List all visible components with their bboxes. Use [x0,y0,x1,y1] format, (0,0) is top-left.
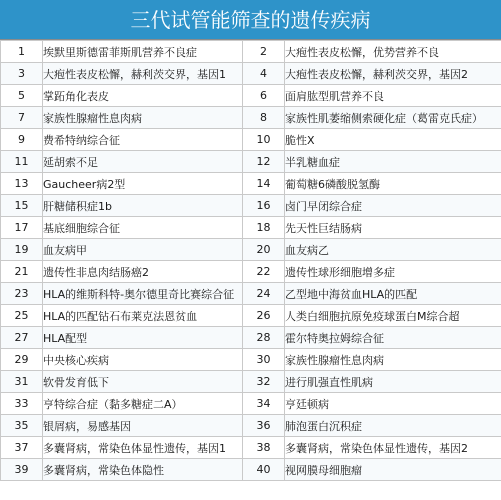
disease-name: 多囊肾病，常染色体显性遗传，基因1 [43,437,243,459]
disease-name: 大疱性表皮松懈，赫利茨交界，基因1 [43,63,243,85]
disease-name: 人类白细胞抗原免疫球蛋白M综合超 [285,305,501,327]
table-row [1,371,501,393]
disease-name: 基底细胞综合征 [43,217,243,239]
disease-table [0,40,501,481]
disease-name: 葡萄糖6磷酸脱氢酶 [285,173,501,195]
table-row [1,437,501,459]
row-number: 24 [243,283,285,305]
disease-name: 多囊肾病，常染色体显性遗传，基因2 [285,437,501,459]
row-number: 33 [1,393,43,415]
disease-name: 大疱性表皮松懈，优势营养不良 [285,41,501,63]
table-row [1,151,501,173]
disease-name: 血友病甲 [43,239,243,261]
row-number: 27 [1,327,43,349]
row-number: 40 [243,459,285,481]
table-row [1,173,501,195]
row-number: 35 [1,415,43,437]
row-number: 16 [243,195,285,217]
disease-name: Gaucheer病2型 [43,173,243,195]
disease-name: 亨廷顿病 [285,393,501,415]
disease-name: HLA的匹配钻石布莱克法恩贫血 [43,305,243,327]
disease-name: 肺泡蛋白沉积症 [285,415,501,437]
table-row [1,261,501,283]
table-title: 三代试管能筛查的遗传疾病 [0,0,501,40]
disease-name: 亨特综合症（黏多糖症二A） [43,393,243,415]
table-row [1,239,501,261]
row-number: 2 [243,41,285,63]
row-number: 13 [1,173,43,195]
row-number: 30 [243,349,285,371]
row-number: 36 [243,415,285,437]
disease-name: HLA的维斯科特-奥尔德里奇比赛综合征 [43,283,243,305]
table-row [1,107,501,129]
row-number: 31 [1,371,43,393]
disease-name: 多囊肾病，常染色体隐性 [43,459,243,481]
disease-name: 费希特纳综合征 [43,129,243,151]
row-number: 17 [1,217,43,239]
table-row [1,283,501,305]
row-number: 5 [1,85,43,107]
row-number: 6 [243,85,285,107]
row-number: 21 [1,261,43,283]
table-row [1,393,501,415]
disease-name: HLA配型 [43,327,243,349]
row-number: 18 [243,217,285,239]
disease-name: 血友病乙 [285,239,501,261]
table-row [1,349,501,371]
disease-name: 半乳糖血症 [285,151,501,173]
table-row [1,63,501,85]
row-number: 14 [243,173,285,195]
row-number: 34 [243,393,285,415]
disease-name: 家族性腺瘤性息肉病 [285,349,501,371]
row-number: 26 [243,305,285,327]
disease-name: 面肩肱型肌营养不良 [285,85,501,107]
disease-name: 卤门早闭综合症 [285,195,501,217]
table-row [1,415,501,437]
table-row [1,327,501,349]
disease-name: 软骨发育低下 [43,371,243,393]
row-number: 7 [1,107,43,129]
row-number: 9 [1,129,43,151]
row-number: 38 [243,437,285,459]
disease-name: 掌跖角化表皮 [43,85,243,107]
row-number: 28 [243,327,285,349]
table-row [1,459,501,481]
disease-name: 埃默里斯德雷菲斯肌营养不良症 [43,41,243,63]
disease-name: 大疱性表皮松懈，赫利茨交界，基因2 [285,63,501,85]
row-number: 23 [1,283,43,305]
disease-name: 中央核心疾病 [43,349,243,371]
row-number: 1 [1,41,43,63]
table-row [1,305,501,327]
table-row [1,217,501,239]
disease-name: 肝糖储积症1b [43,195,243,217]
row-number: 12 [243,151,285,173]
disease-name: 银屑病，易感基因 [43,415,243,437]
disease-name: 视网膜母细胞瘤 [285,459,501,481]
disease-name: 家族性腺瘤性息肉病 [43,107,243,129]
disease-name: 延胡索不足 [43,151,243,173]
table-row [1,129,501,151]
row-number: 32 [243,371,285,393]
row-number: 15 [1,195,43,217]
disease-name: 乙型地中海贫血HLA的匹配 [285,283,501,305]
row-number: 29 [1,349,43,371]
row-number: 20 [243,239,285,261]
row-number: 39 [1,459,43,481]
disease-name: 遗传性非息肉结肠癌2 [43,261,243,283]
table-row [1,85,501,107]
row-number: 10 [243,129,285,151]
row-number: 8 [243,107,285,129]
disease-name: 先天性巨结肠病 [285,217,501,239]
row-number: 11 [1,151,43,173]
table-row [1,41,501,63]
disease-name: 霍尔特奥拉姆综合征 [285,327,501,349]
row-number: 22 [243,261,285,283]
row-number: 4 [243,63,285,85]
disease-name: 家族性肌萎缩侧索硬化症（葛雷克氏症） [285,107,501,129]
row-number: 37 [1,437,43,459]
row-number: 25 [1,305,43,327]
row-number: 19 [1,239,43,261]
disease-name: 遗传性球形细胞增多症 [285,261,501,283]
row-number: 3 [1,63,43,85]
table-row [1,195,501,217]
disease-name: 脆性X [285,129,501,151]
disease-name: 进行肌强直性肌病 [285,371,501,393]
